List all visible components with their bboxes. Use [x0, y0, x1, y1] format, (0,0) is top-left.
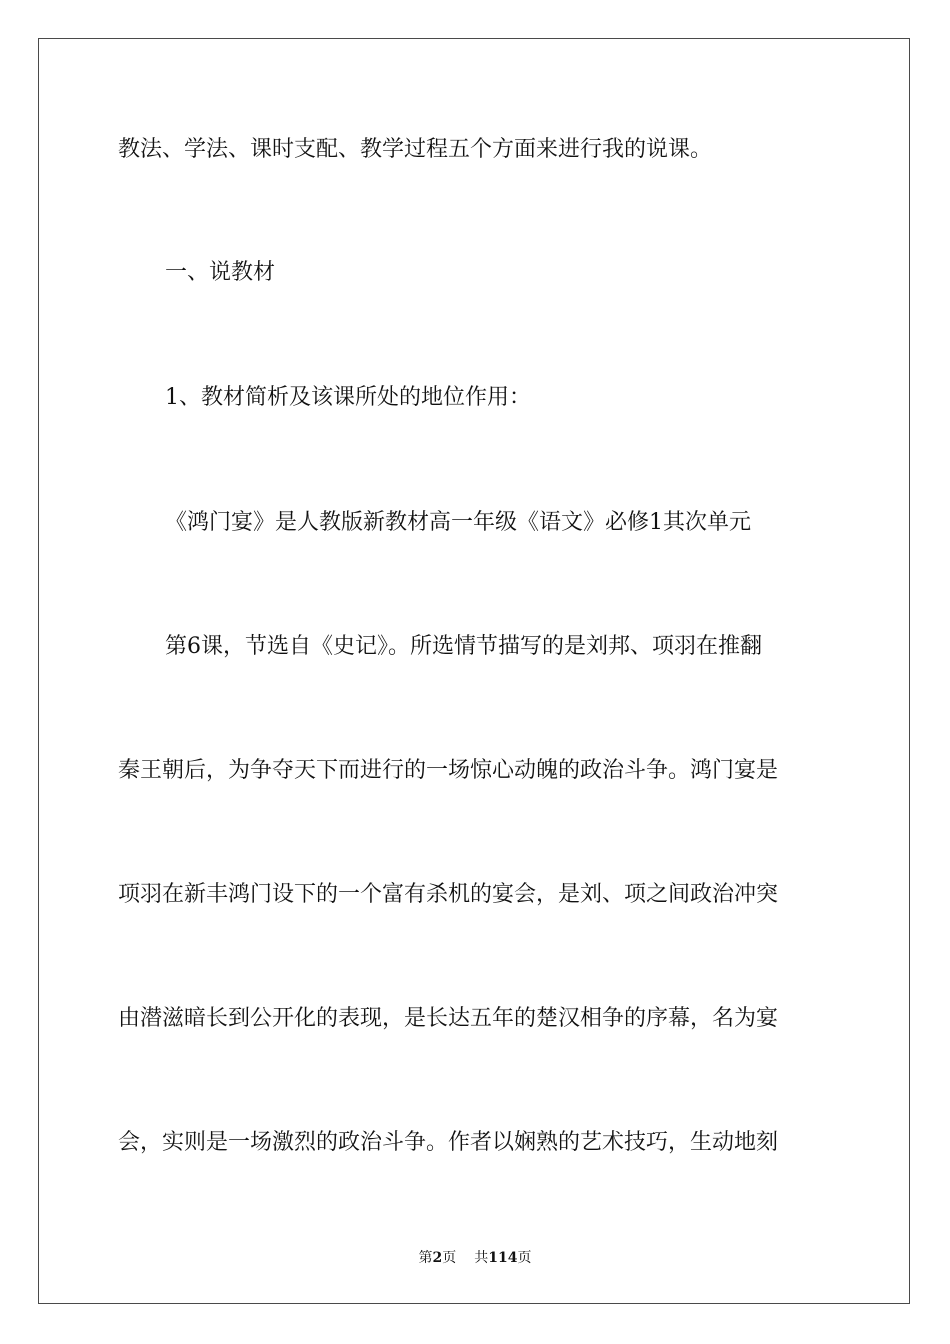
footer-total-pages: 114: [488, 1250, 518, 1266]
section-heading: 一、说教材: [165, 260, 276, 285]
text-line-7: 项羽在新丰鸿门设下的一个富有杀机的宴会，是刘、项之间政治冲突: [118, 882, 779, 907]
text-line-5: 第6课，节选自《史记》。所选情节描写的是刘邦、项羽在推翻: [165, 634, 762, 659]
page-footer: [0, 1248, 950, 1268]
footer-page-suffix: 页: [442, 1250, 457, 1266]
footer-total-suffix: 页: [517, 1250, 532, 1266]
text-line-4: 《鸿门宴》是人教版新教材高一年级《语文》必修1其次单元: [165, 510, 751, 535]
text-line-1: 教法、学法、课时支配、教学过程五个方面来进行我的说课。: [118, 137, 713, 162]
text-line-6: 秦王朝后，为争夺天下而进行的一场惊心动魄的政治斗争。鸿门宴是: [118, 758, 779, 783]
footer-page-prefix: 第: [418, 1250, 433, 1266]
footer-page-number: 2: [432, 1250, 443, 1266]
footer-total-prefix: 共: [474, 1250, 489, 1266]
text-line-8: 由潜滋暗长到公开化的表现，是长达五年的楚汉相争的序幕，名为宴: [118, 1006, 779, 1031]
text-line-9: 会，实则是一场激烈的政治斗争。作者以娴熟的艺术技巧，生动地刻: [118, 1130, 779, 1155]
page-border: [38, 38, 910, 1304]
subsection-heading: 1、教材简析及该课所处的地位作用：: [165, 385, 531, 410]
